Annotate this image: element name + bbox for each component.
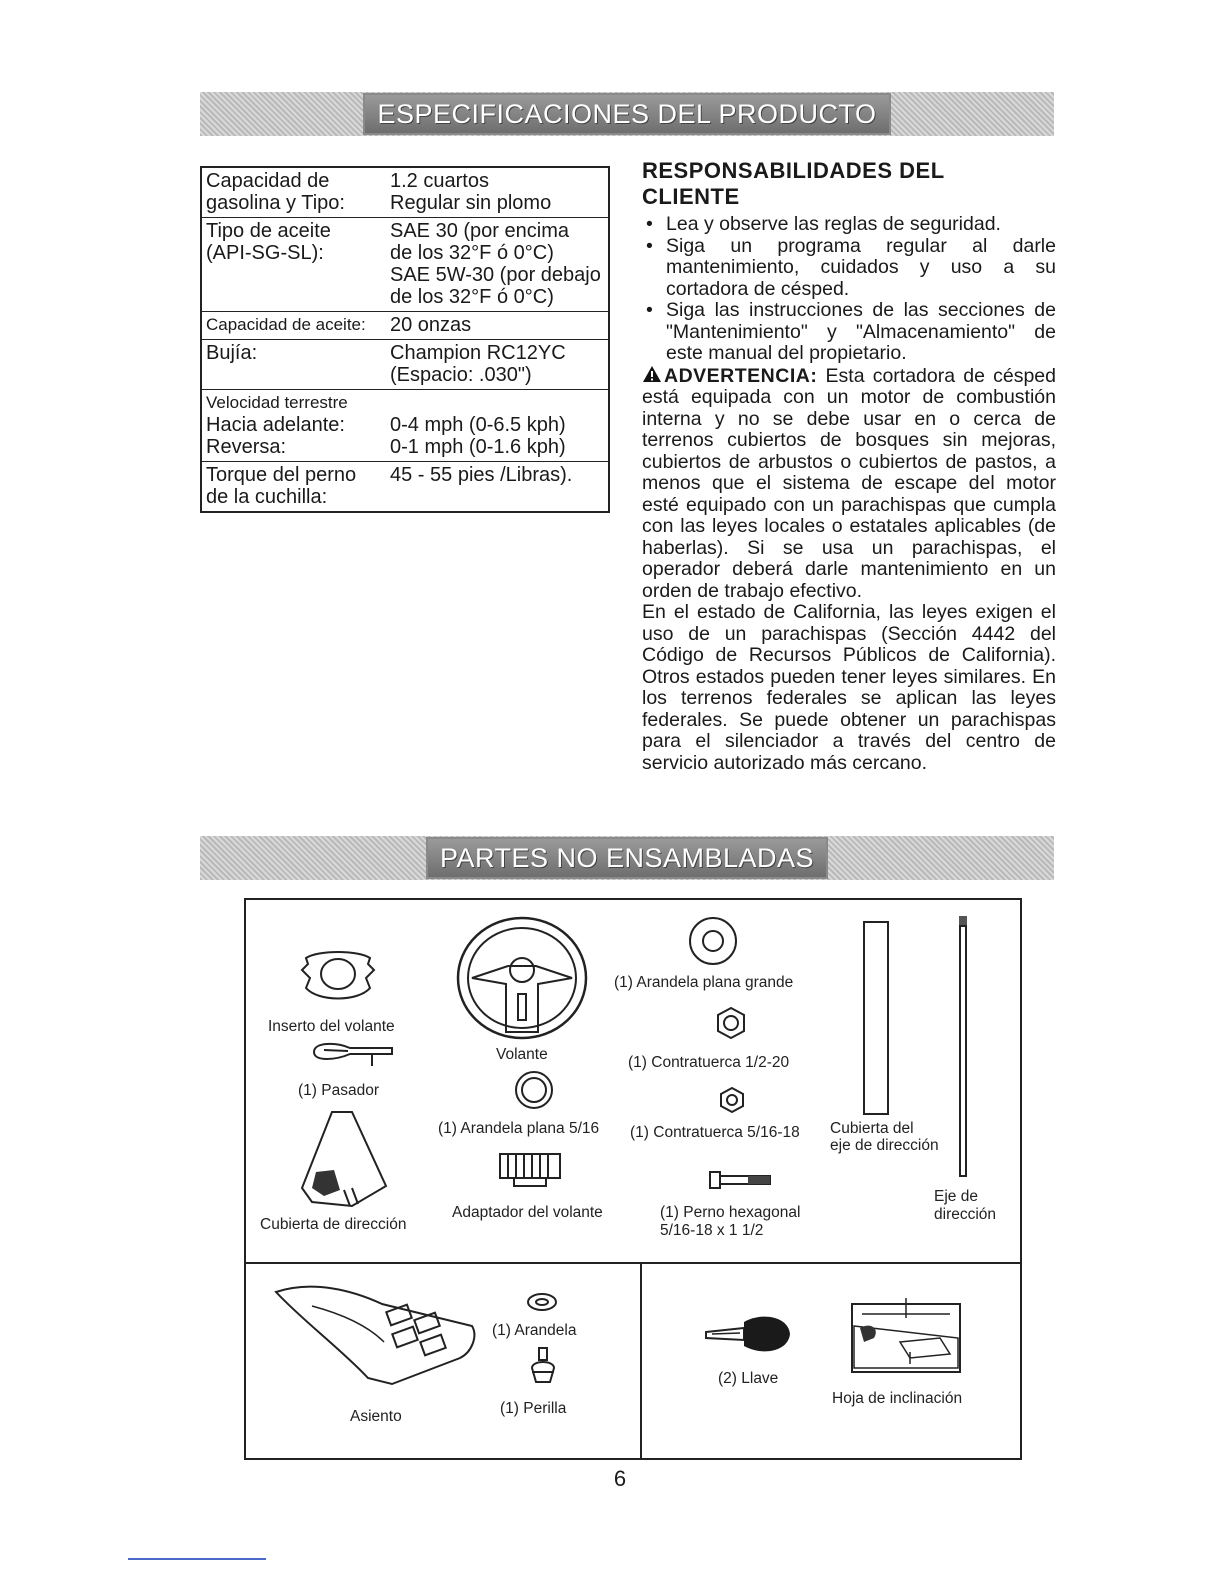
spec-value-line: de los 32°F ó 0°C) (390, 286, 554, 308)
spec-label (201, 340, 386, 390)
part-label-flat-washer-516: (1) Arandela plana 5/16 (438, 1120, 600, 1137)
spec-label (201, 218, 386, 312)
spec-value-line: SAE 30 (por encima (390, 220, 569, 242)
key-icon (704, 1312, 794, 1356)
part-label-line: (1) Perno hexagonal (660, 1204, 801, 1221)
seat-icon (272, 1280, 482, 1390)
spec-value-line: 20 onzas (390, 314, 472, 336)
california-paragraph: En el estado de California, las leyes exigen el uso de un parachispas (Sección 4442 del Código de Recursos Públicos de California). Otros estados pueden tener leyes similares. En los terrenos federales se aplican las leyes federales. Se puede obtener un parachispas para el silenciador a través del centro de servicio autorizado más cercano. (642, 601, 1056, 774)
part-label-slope-sheet: Hoja de inclinación (832, 1390, 963, 1407)
part-label-steering-shaft (934, 1188, 996, 1224)
locknut-large-icon (714, 1006, 748, 1040)
responsibilities-column (642, 158, 1056, 774)
spec-value (386, 218, 609, 312)
warning-triangle-icon (642, 365, 662, 383)
spec-value-line: SAE 5W-30 (por debajo (390, 264, 601, 286)
washer-icon (526, 1292, 558, 1312)
spec-label-line: Capacidad de aceite: (206, 315, 366, 334)
steering-shaft-icon (956, 914, 970, 1180)
part-label-line: dirección (934, 1206, 997, 1223)
spec-value (386, 390, 609, 462)
part-label-line: Cubierta del (830, 1120, 914, 1137)
footer-rule (128, 1558, 266, 1560)
spec-label (201, 312, 386, 340)
knob-icon (528, 1346, 558, 1386)
steering-wheel-icon (454, 914, 590, 1044)
hex-bolt-icon (708, 1170, 774, 1190)
slope-sheet-icon (850, 1298, 962, 1376)
responsibility-item: • Siga las instrucciones de las secciones de "Mantenimiento" y "Almacenamiento" de este manual del propietario. (642, 300, 1056, 365)
specs-section-banner (200, 92, 1054, 136)
part-label-large-flat-washer: (1) Arandela plana grande (614, 974, 794, 991)
steering-insert-icon (298, 944, 378, 1014)
part-label-pin: (1) Pasador (298, 1082, 379, 1099)
spec-row-ground-speed (201, 390, 609, 462)
spec-label (201, 167, 386, 218)
parts-divider (246, 1262, 1020, 1264)
spec-value (386, 312, 609, 340)
part-label-key: (2) Llave (718, 1370, 779, 1387)
responsibilities-heading-line: CLIENTE (642, 184, 740, 209)
spec-label-line: Tipo de aceite (206, 220, 331, 242)
spec-label-line: Capacidad de (206, 170, 330, 192)
parts-section-banner-inner (428, 839, 826, 877)
part-label-washer: (1) Arandela (492, 1322, 577, 1339)
responsibility-item: • Siga un programa regular al darle mantenimiento, cuidados y uso a su cortadora de césped. (642, 236, 1056, 301)
part-label-hex-bolt (660, 1204, 800, 1240)
spec-value-line: de los 32°F ó 0°C) (390, 242, 554, 264)
part-label-line: 5/16-18 x 1 1/2 (660, 1222, 764, 1239)
warning-paragraph (642, 365, 1056, 603)
part-label-steering-wheel: Volante (496, 1046, 548, 1063)
spec-value-line: Regular sin plomo (390, 192, 552, 214)
parts-divider (640, 1262, 642, 1458)
pin-icon (310, 1040, 396, 1070)
part-label-seat: Asiento (350, 1408, 402, 1425)
spec-row-oil-capacity (201, 312, 609, 340)
spec-value-line: 0-4 mph (0-6.5 kph) (390, 414, 566, 436)
spec-row-blade-torque (201, 462, 609, 513)
warning-label: ADVERTENCIA: (664, 364, 818, 387)
steering-cover-icon (294, 1108, 390, 1212)
spec-label (201, 390, 386, 462)
page-number: 6 (613, 1466, 627, 1491)
specs-section-banner-inner (365, 95, 888, 133)
spec-value (386, 462, 609, 513)
part-label-locknut-51618: (1) Contratuerca 5/16-18 (630, 1124, 800, 1141)
parts-box (244, 898, 1022, 1460)
wheel-adapter-icon (496, 1150, 564, 1190)
part-label-line: eje de dirección (830, 1137, 939, 1154)
spec-label-line: Bujía: (206, 342, 258, 364)
spec-label-line: de la cuchilla: (206, 486, 328, 508)
shaft-cover-tube-icon (862, 920, 892, 1116)
responsibility-item: • Lea y observe las reglas de seguridad. (642, 214, 1056, 236)
part-label-steering-insert: Inserto del volante (268, 1018, 395, 1035)
spec-row-spark-plug (201, 340, 609, 390)
spec-row-fuel (201, 167, 609, 218)
spec-value-line: Champion RC12YC (390, 342, 566, 364)
spec-label-line: Torque del perno (206, 464, 357, 486)
spec-label-line: gasolina y Tipo: (206, 192, 345, 214)
spec-label-line: Hacia adelante: (206, 414, 345, 436)
spec-label-line: Reversa: (206, 436, 287, 458)
spec-row-oil-type (201, 218, 609, 312)
spec-value (386, 340, 609, 390)
locknut-small-icon (718, 1086, 746, 1114)
spec-value-line: 0-1 mph (0-1.6 kph) (390, 436, 566, 458)
parts-section-banner (200, 836, 1054, 880)
responsibilities-list (642, 214, 1056, 365)
specs-section-title: ESPECIFICACIONES DEL PRODUCTO (377, 98, 877, 129)
part-label-line: Eje de (934, 1188, 978, 1205)
spec-value-line: 45 - 55 pies /Libras). (390, 464, 573, 486)
spec-value (386, 167, 609, 218)
responsibilities-heading (642, 158, 1056, 210)
spec-label (201, 462, 386, 513)
large-flat-washer-icon (688, 916, 738, 966)
spec-label-line: Velocidad terrestre (206, 393, 348, 412)
flat-washer-icon (514, 1070, 554, 1110)
part-label-locknut-1220: (1) Contratuerca 1/2-20 (628, 1054, 790, 1071)
responsibilities-heading-line: RESPONSABILIDADES DEL (642, 158, 945, 183)
part-label-steering-cover: Cubierta de dirección (260, 1216, 407, 1233)
part-label-knob: (1) Perilla (500, 1400, 567, 1417)
spec-value-line: (Espacio: .030") (390, 364, 532, 386)
parts-section-title: PARTES NO ENSAMBLADAS (439, 842, 815, 873)
part-label-wheel-adapter: Adaptador del volante (452, 1204, 603, 1221)
part-label-shaft-cover (830, 1120, 939, 1154)
spec-value-line: 1.2 cuartos (390, 170, 489, 192)
spec-value-line (390, 392, 604, 414)
spec-label-line: (API-SG-SL): (206, 242, 324, 264)
spec-table (200, 166, 610, 513)
warning-text: Esta cortadora de césped está equipada con un motor de combustión interna y no se debe usar en o cerca de terrenos cubiertos de bosques sin mejoras, cubiertos de arbustos o cubiertos de pastos, a menos que el sistema de escape del motor esté equipado con un parachispas que cumpla con las leyes locales o estatales aplicables (de haberlas). Si se usa un parachispas, el operador deberá darle mantenimiento en un orden de trabajo efectivo. (642, 364, 1056, 602)
